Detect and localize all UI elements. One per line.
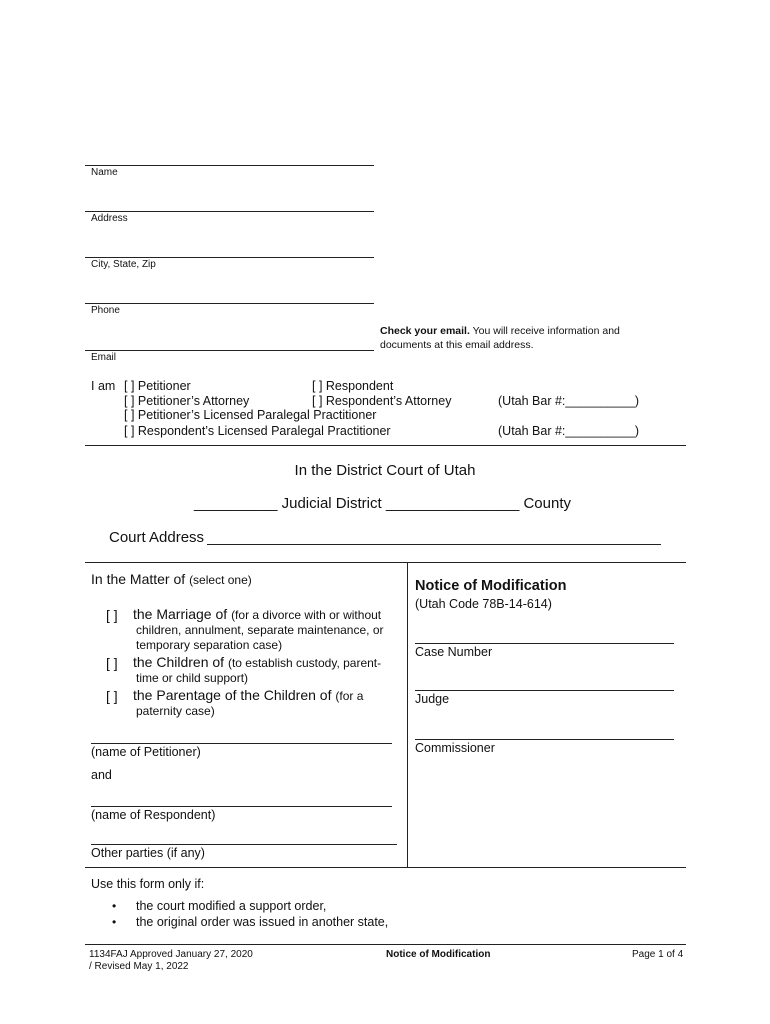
petitioner-label: (name of Petitioner) <box>91 745 201 759</box>
email-label: Email <box>91 352 117 363</box>
marriage-small-1: (for a divorce with or without <box>231 608 382 622</box>
footer-approved: 1134FAJ Approved January 27, 2020 <box>89 949 253 960</box>
caption-divider <box>407 562 408 867</box>
other-parties-line[interactable] <box>91 844 397 845</box>
parentage-option <box>133 688 405 719</box>
commissioner-label: Commissioner <box>415 741 495 755</box>
case-number-line[interactable] <box>415 643 674 644</box>
other-parties-label: Other parties (if any) <box>91 846 205 860</box>
caption-bottom-line <box>85 867 686 868</box>
bullet-icon-2: • <box>112 915 117 929</box>
address-line <box>85 211 374 212</box>
marriage-option <box>133 607 403 653</box>
name-label: Name <box>91 167 118 178</box>
phone-line <box>85 303 374 304</box>
marriage-small-3: temporary separation case) <box>136 638 283 652</box>
county-label: County <box>523 495 571 512</box>
role-petitioner-attorney[interactable]: [ ] Petitioner’s Attorney <box>124 394 250 408</box>
parentage-checkbox[interactable]: [ ] <box>106 688 118 704</box>
petitioner-name-line[interactable] <box>91 743 392 744</box>
instructions-intro: Use this form only if: <box>91 877 205 891</box>
respondent-label: (name of Respondent) <box>91 808 216 822</box>
parentage-main: the Parentage of the Children of <box>133 687 336 703</box>
judge-line[interactable] <box>415 690 674 691</box>
caption-top-line <box>85 562 686 563</box>
bar-number-1: (Utah Bar #:__________) <box>498 394 640 408</box>
matter-heading-small: (select one) <box>189 573 252 587</box>
instruction-item-2: the original order was issued in another state, <box>136 915 389 929</box>
bar-number-2: (Utah Bar #:__________) <box>498 424 640 438</box>
city-line <box>85 257 374 258</box>
role-respondent-paralegal[interactable]: [ ] Respondent’s Licensed Paralegal Practitioner <box>124 424 391 438</box>
bullet-icon-1: • <box>112 899 117 913</box>
role-petitioner[interactable]: [ ] Petitioner <box>124 379 191 393</box>
judge-label: Judge <box>415 692 450 706</box>
judicial-district-row <box>194 495 571 512</box>
notice-code: (Utah Code 78B-14-614) <box>415 597 552 611</box>
parentage-small-2: paternity case) <box>136 704 215 718</box>
marriage-checkbox[interactable]: [ ] <box>106 607 118 623</box>
parentage-small-1: (for a <box>335 689 364 703</box>
divider-role <box>85 445 686 446</box>
matter-heading <box>91 571 252 589</box>
matter-heading-main: In the Matter of <box>91 571 190 587</box>
children-checkbox[interactable]: [ ] <box>106 655 118 671</box>
children-main: the Children of <box>133 654 228 670</box>
footer-line <box>85 944 686 945</box>
notice-title: Notice of Modification <box>415 578 567 594</box>
email-line <box>85 350 374 351</box>
email-note-line2: documents at this email address. <box>380 339 534 351</box>
footer-center: Notice of Modification <box>386 949 491 960</box>
role-respondent-attorney[interactable]: [ ] Respondent’s Attorney <box>312 394 452 408</box>
address-label: Address <box>91 213 128 224</box>
phone-label: Phone <box>91 305 120 316</box>
children-option <box>133 655 405 686</box>
district-blank[interactable]: __________ <box>194 495 278 512</box>
marriage-main: the Marriage of <box>133 606 232 622</box>
email-note <box>380 324 620 352</box>
email-note-bold: Check your email. <box>380 325 470 337</box>
marriage-small-2: children, annulment, separate maintenance, or <box>136 623 384 637</box>
commissioner-line[interactable] <box>415 739 674 740</box>
footer-revised: / Revised May 1, 2022 <box>89 961 189 972</box>
and-label: and <box>91 768 112 782</box>
court-address-line[interactable] <box>207 544 661 545</box>
instruction-item-1: the court modified a support order, <box>136 899 327 913</box>
children-small-2: time or child support) <box>136 671 249 685</box>
court-address-label: Court Address <box>109 529 205 546</box>
footer-left <box>89 949 253 973</box>
role-petitioner-paralegal[interactable]: [ ] Petitioner’s Licensed Paralegal Practitioner <box>124 408 377 422</box>
footer-page: Page 1 of 4 <box>632 949 684 960</box>
respondent-name-line[interactable] <box>91 806 392 807</box>
name-line <box>85 165 374 166</box>
children-small-1: (to establish custody, parent- <box>227 656 382 670</box>
case-number-label: Case Number <box>415 645 493 659</box>
judicial-district-label: Judicial District <box>281 495 382 512</box>
i-am-label: I am <box>91 379 116 393</box>
city-label: City, State, Zip <box>91 259 156 270</box>
email-note-line1: You will receive information and <box>469 325 620 337</box>
county-blank[interactable]: ________________ <box>385 495 520 512</box>
court-title: In the District Court of Utah <box>294 462 476 479</box>
role-respondent[interactable]: [ ] Respondent <box>312 379 394 393</box>
